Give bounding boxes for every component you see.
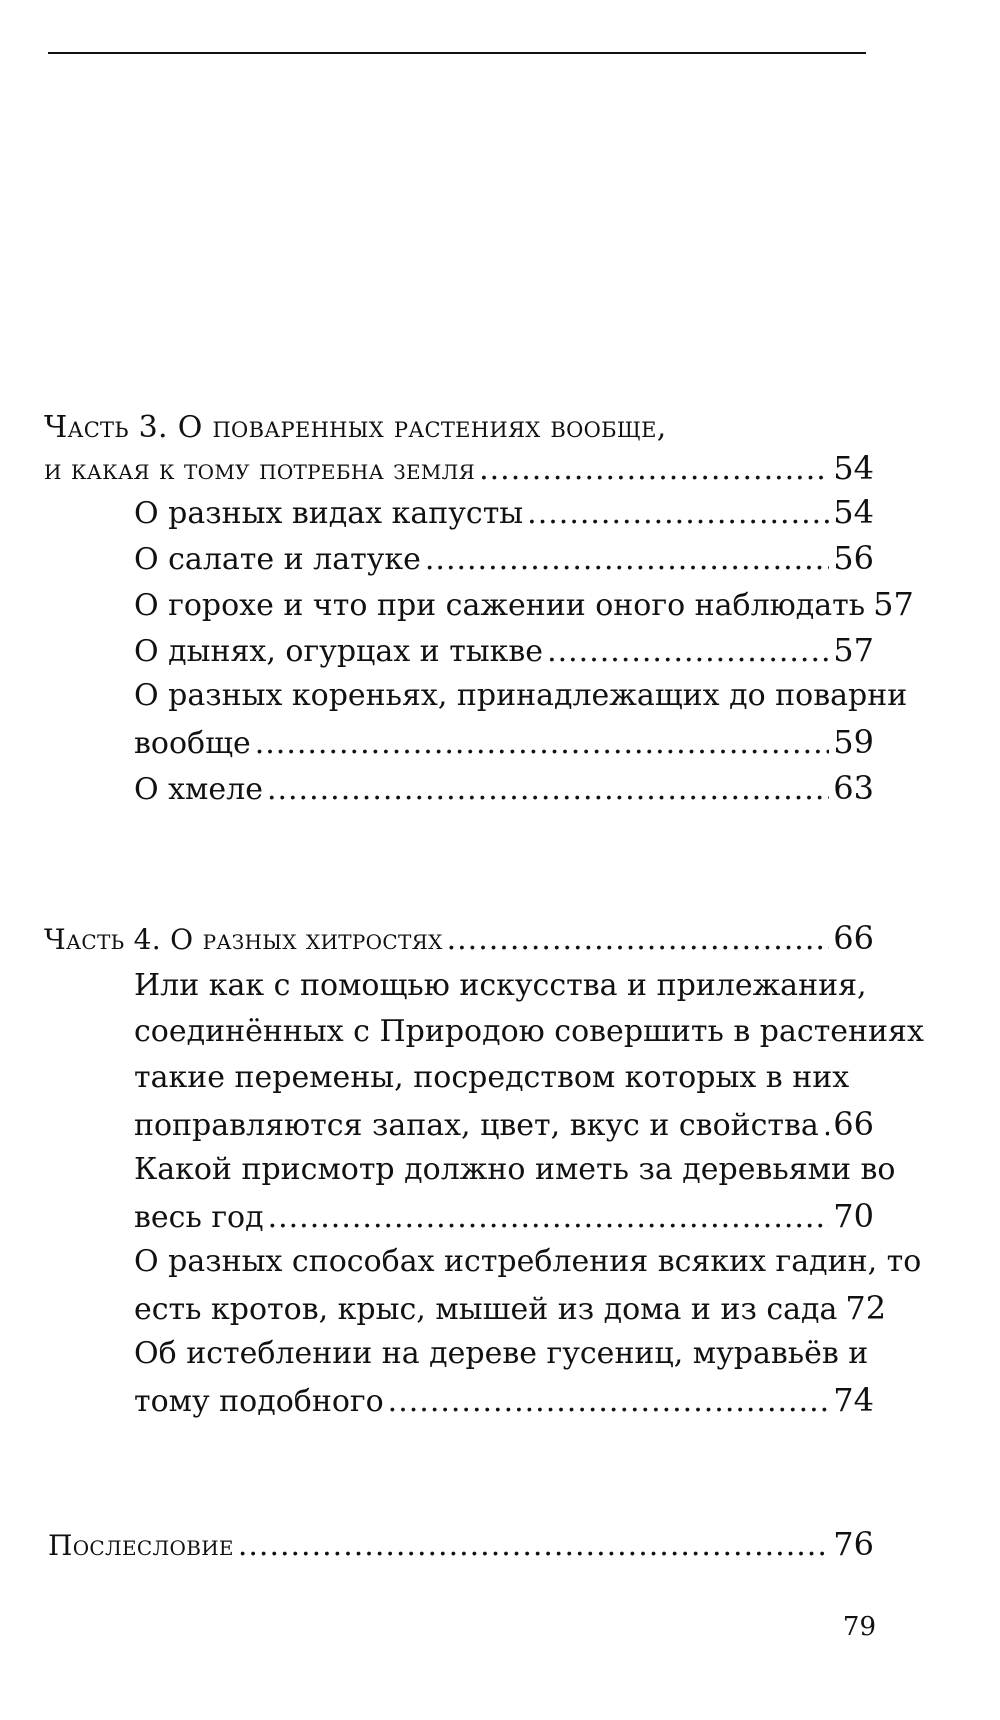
- entry-title: О салате и латуке: [134, 542, 421, 577]
- toc-entry[interactable]: [134, 1288, 887, 1328]
- toc-entry[interactable]: [134, 584, 914, 624]
- page-number: 74: [833, 1381, 874, 1419]
- leader-dots: [268, 1198, 830, 1238]
- leader-dots: [425, 540, 829, 580]
- toc-entry[interactable]: [134, 630, 874, 670]
- entry-title-line: Или как с помощью искусства и прилежания,: [134, 968, 867, 1003]
- toc-entry[interactable]: [134, 768, 874, 808]
- entry-title: вообще: [134, 726, 251, 761]
- entry-title: поправляются запах, цвет, вкус и свойства: [134, 1108, 819, 1143]
- part3-title-entry[interactable]: [44, 448, 874, 488]
- toc-entry[interactable]: [134, 722, 874, 762]
- entry-title-line: О разных кореньях, принадлежащих до поварни: [134, 678, 908, 713]
- leader-dots: [527, 494, 829, 534]
- part3-title-line2: и какая к тому потребна земля: [44, 453, 476, 486]
- leader-dots: [267, 770, 829, 810]
- page-number: 72: [845, 1289, 887, 1327]
- leader-dots: [388, 1382, 830, 1422]
- entry-title-line: Какой присмотр должно иметь за деревьями во: [134, 1152, 896, 1187]
- toc-entry[interactable]: [134, 1196, 874, 1236]
- page-number: 63: [833, 769, 874, 807]
- entry-title: О хмеле: [134, 772, 263, 807]
- leader-dots: [547, 632, 829, 672]
- afterword-entry[interactable]: [48, 1524, 874, 1564]
- leader-dots: [447, 920, 830, 960]
- entry-title: О дынях, огурцах и тыкве: [134, 634, 544, 669]
- afterword-title: Послесловие: [48, 1529, 234, 1562]
- folio-page-number: 79: [842, 1612, 876, 1642]
- entry-title-line: такие перемены, посредством которых в них: [134, 1060, 850, 1095]
- entry-title: тому подобного: [134, 1384, 384, 1419]
- page-number: 70: [833, 1197, 874, 1235]
- leader-dots: [255, 724, 830, 764]
- page-number: 66: [833, 1105, 874, 1143]
- part3-title-line1: Часть 3. О поваренных растениях вообще,: [44, 410, 667, 445]
- page-number: 54: [833, 449, 874, 487]
- entry-title: весь год: [134, 1200, 264, 1235]
- toc-entry[interactable]: [134, 1104, 874, 1144]
- entry-title-line: Об истеблении на дереве гусениц, муравьёв и: [134, 1336, 869, 1371]
- toc-entry[interactable]: [134, 492, 874, 532]
- entry-title: О разных видах капусты: [134, 496, 524, 531]
- page-number: 54: [833, 493, 874, 531]
- part4-title: Часть 4. О разных хитростях: [44, 923, 443, 956]
- toc-entry[interactable]: [134, 538, 874, 578]
- leader-dots: [238, 1526, 829, 1566]
- page-number: 56: [833, 539, 874, 577]
- entry-title: есть кротов, крыс, мышей из дома и из сада: [134, 1292, 838, 1327]
- page-number: 66: [833, 919, 874, 957]
- page-number: 76: [833, 1525, 874, 1563]
- page-number: 57: [833, 631, 874, 669]
- page-number: 57: [873, 585, 914, 623]
- leader-dots: [823, 1106, 829, 1146]
- leader-dots: [479, 450, 829, 490]
- page-number: 59: [833, 723, 874, 761]
- entry-title-line: соединённых с Природою совершить в растениях: [134, 1014, 924, 1049]
- entry-title-line: О разных способах истребления всяких гадин, то: [134, 1244, 922, 1279]
- toc-entry[interactable]: [134, 1380, 874, 1420]
- entry-title: О горохе и что при сажении оного наблюдать: [134, 588, 866, 623]
- part4-title-entry[interactable]: [44, 918, 874, 958]
- top-rule: [48, 52, 866, 54]
